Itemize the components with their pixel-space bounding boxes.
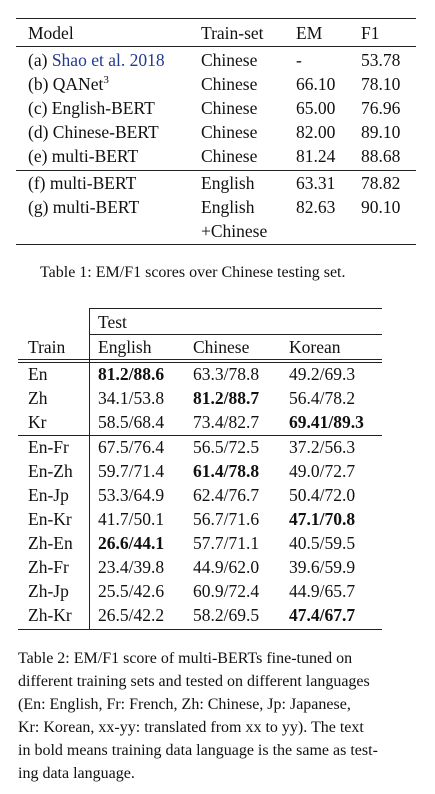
table1-header-f1: F1 bbox=[361, 23, 380, 43]
table1-row-f-f1: 78.82 bbox=[361, 173, 401, 193]
caption-line: Table 2: EM/F1 score of multi-BERTs fine-tuned on bbox=[18, 650, 353, 667]
table1-row-g-trainset: English bbox=[201, 197, 255, 217]
table1-bottom-rule bbox=[16, 244, 416, 245]
table2-cell-chinese: 73.4/82.7 bbox=[193, 412, 260, 432]
table2-row-train: En-Zh bbox=[28, 461, 73, 481]
table2-cell-chinese: 81.2/88.7 bbox=[193, 388, 260, 408]
table2-cell-korean: 44.9/65.7 bbox=[289, 581, 356, 601]
table2-row-train: En-Fr bbox=[28, 437, 69, 457]
table2-cell-english: 67.5/76.4 bbox=[98, 437, 165, 457]
table2-header-english: English bbox=[98, 337, 152, 357]
table2-cell-korean: 39.6/59.9 bbox=[289, 557, 356, 577]
table1-row-f-trainset: English bbox=[201, 173, 255, 193]
table1-row-g-model: (g) multi-BERT bbox=[28, 197, 140, 217]
table1-row-a-em: - bbox=[296, 50, 302, 70]
table2-cell-chinese: 61.4/78.8 bbox=[193, 461, 260, 481]
caption-line: in bold means training data language is the same as test- bbox=[18, 742, 378, 759]
table2-cell-korean: 56.4/78.2 bbox=[289, 388, 356, 408]
table2-cell-korean: 47.1/70.8 bbox=[289, 509, 356, 529]
table1-header-em: EM bbox=[296, 23, 323, 43]
table2-cell-chinese: 56.7/71.6 bbox=[193, 509, 260, 529]
caption-line: Kr: Korean, xx-yy: translated from xx to yy). The text bbox=[18, 719, 364, 736]
table2-header-train: Train bbox=[28, 337, 66, 357]
table2-cell-english: 81.2/88.6 bbox=[98, 364, 165, 384]
table1-row-a-prefix: (a) bbox=[28, 50, 52, 70]
table1-header-trainset: Train-set bbox=[201, 23, 264, 43]
table1-header-rule bbox=[16, 46, 416, 47]
table2-cell-korean: 50.4/72.0 bbox=[289, 485, 356, 505]
table2-cell-english: 59.7/71.4 bbox=[98, 461, 165, 481]
table1-row-c-trainset: Chinese bbox=[201, 98, 258, 118]
table1-row-e-trainset: Chinese bbox=[201, 146, 258, 166]
table2-cell-chinese: 56.5/72.5 bbox=[193, 437, 260, 457]
table2-header-chinese: Chinese bbox=[193, 337, 250, 357]
table1-row-f-em: 63.31 bbox=[296, 173, 336, 193]
table1-row-g-trainset-line2: +Chinese bbox=[201, 221, 268, 241]
table2-cell-english: 34.1/53.8 bbox=[98, 388, 165, 408]
table2-cell-chinese: 62.4/76.7 bbox=[193, 485, 260, 505]
table2-cell-korean: 37.2/56.3 bbox=[289, 437, 356, 457]
table1-top-rule bbox=[16, 18, 416, 19]
table2-cell-english: 26.5/42.2 bbox=[98, 605, 165, 625]
table2-cell-korean: 69.41/89.3 bbox=[289, 412, 364, 432]
table2-test-header: Test bbox=[98, 312, 127, 332]
table2-cell-korean: 47.4/67.7 bbox=[289, 605, 356, 625]
table2-cell-chinese: 57.7/71.1 bbox=[193, 533, 260, 553]
table1-row-d-model: (d) Chinese-BERT bbox=[28, 122, 159, 142]
table2-cell-korean: 40.5/59.5 bbox=[289, 533, 356, 553]
table1-row-a-f1: 53.78 bbox=[361, 50, 401, 70]
table1-row-b-trainset: Chinese bbox=[201, 74, 258, 94]
table2-header-korean: Korean bbox=[289, 337, 341, 357]
table2-row-train: Zh-En bbox=[28, 533, 73, 553]
table1-row-d-em: 82.00 bbox=[296, 122, 336, 142]
table2-train-separator bbox=[89, 308, 90, 629]
table1-row-c-f1: 76.96 bbox=[361, 98, 401, 118]
table2-cell-english: 58.5/68.4 bbox=[98, 412, 165, 432]
table1-row-b-model bbox=[28, 73, 109, 95]
table2-cell-english: 23.4/39.8 bbox=[98, 557, 165, 577]
table2-row-train: En bbox=[28, 364, 48, 384]
table1-row-a-model bbox=[28, 49, 165, 71]
caption-line: different training sets and tested on different languages bbox=[18, 673, 370, 690]
caption-line: (En: English, Fr: French, Zh: Chinese, Jp: Japanese, bbox=[18, 696, 351, 713]
citation-link[interactable]: Shao et al. 2018 bbox=[51, 50, 165, 70]
table1-row-g-em: 82.63 bbox=[296, 197, 336, 217]
table2-row-train: En-Kr bbox=[28, 509, 72, 529]
table1-row-f-model: (f) multi-BERT bbox=[28, 173, 137, 193]
table2-row-train: Zh-Fr bbox=[28, 557, 69, 577]
table1-row-g-f1: 90.10 bbox=[361, 197, 401, 217]
table2-cell-english: 41.7/50.1 bbox=[98, 509, 165, 529]
table2-row-train: Zh bbox=[28, 388, 48, 408]
table1-row-b-label: (b) QANet bbox=[28, 74, 104, 94]
table1-row-c-model: (c) English-BERT bbox=[28, 98, 155, 118]
table1-row-b-em: 66.10 bbox=[296, 74, 336, 94]
table1-group-rule bbox=[16, 170, 416, 171]
table2-row-train: Kr bbox=[28, 412, 47, 432]
table1-row-c-em: 65.00 bbox=[296, 98, 336, 118]
table1-row-d-trainset: Chinese bbox=[201, 122, 258, 142]
table2-cell-english: 53.3/64.9 bbox=[98, 485, 165, 505]
table2-cell-chinese: 44.9/62.0 bbox=[193, 557, 260, 577]
table2-test-rule bbox=[89, 334, 382, 335]
footnote-marker: 3 bbox=[103, 74, 109, 87]
table1-header-model: Model bbox=[28, 23, 74, 43]
caption-line: ing data language. bbox=[18, 765, 135, 782]
table2-cell-chinese: 60.9/72.4 bbox=[193, 581, 260, 601]
table1-row-b-f1: 78.10 bbox=[361, 74, 401, 94]
table2-bottom-rule bbox=[18, 629, 382, 630]
table2-cell-chinese: 63.3/78.8 bbox=[193, 364, 260, 384]
table2-header-rule-1 bbox=[18, 359, 382, 360]
table1-caption: Table 1: EM/F1 scores over Chinese testing set. bbox=[40, 264, 346, 281]
table2-row-train: Zh-Kr bbox=[28, 605, 72, 625]
table1-row-a-trainset: Chinese bbox=[201, 50, 258, 70]
table2-cell-english: 26.6/44.1 bbox=[98, 533, 165, 553]
table2-cell-english: 25.5/42.6 bbox=[98, 581, 165, 601]
table2-cell-korean: 49.2/69.3 bbox=[289, 364, 356, 384]
table1-row-e-em: 81.24 bbox=[296, 146, 336, 166]
table1-row-e-model: (e) multi-BERT bbox=[28, 146, 139, 166]
table2-cell-korean: 49.0/72.7 bbox=[289, 461, 356, 481]
table1-row-d-f1: 89.10 bbox=[361, 122, 401, 142]
table1-row-e-f1: 88.68 bbox=[361, 146, 401, 166]
table2-top-rule bbox=[89, 308, 382, 309]
table2-row-train: Zh-Jp bbox=[28, 581, 69, 601]
table2-row-train: En-Jp bbox=[28, 485, 69, 505]
table2-cell-chinese: 58.2/69.5 bbox=[193, 605, 260, 625]
